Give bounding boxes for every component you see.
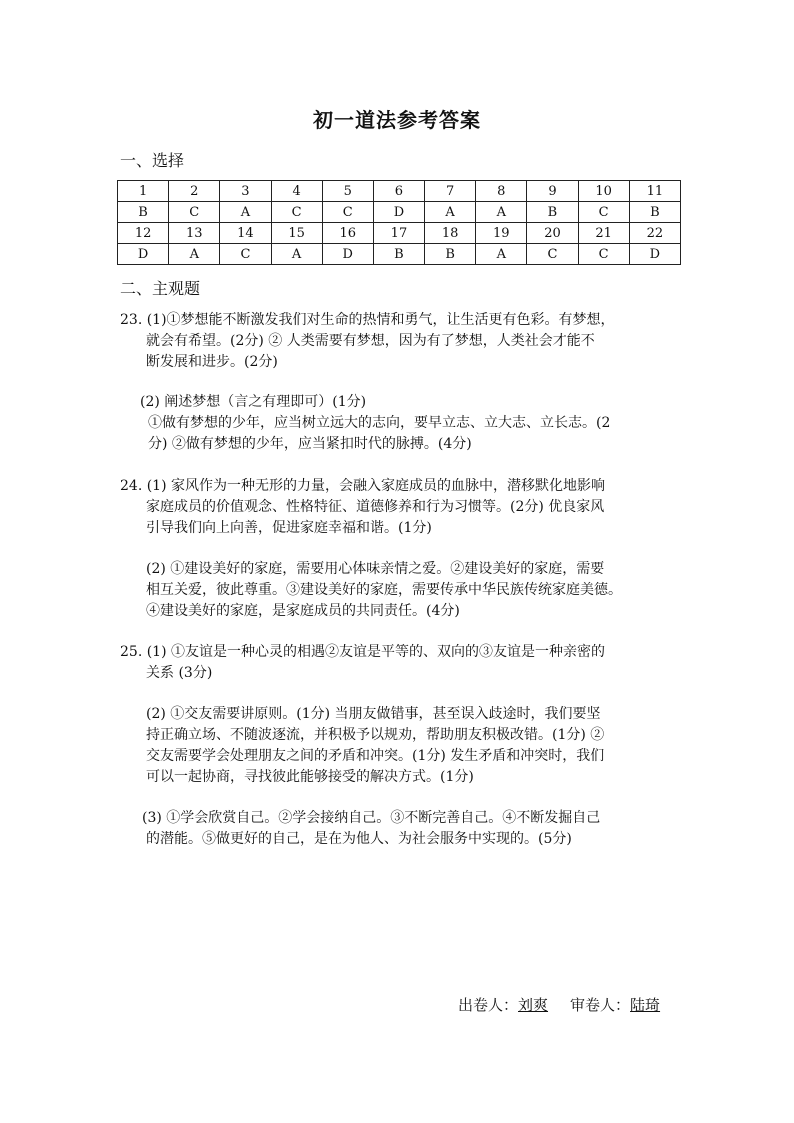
- question-number-cell: 7: [425, 181, 476, 202]
- answer-cell: D: [373, 202, 424, 223]
- question-number-cell: 3: [220, 181, 271, 202]
- page-title: 初一道法参考答案: [313, 108, 481, 132]
- question-number-cell: 10: [578, 181, 629, 202]
- answer-cell: A: [476, 202, 527, 223]
- answer-cell: C: [578, 202, 629, 223]
- section-heading-subjective: 二、主观题: [120, 279, 201, 298]
- question-25-part3: [142, 808, 702, 850]
- answer-cell: D: [118, 244, 169, 265]
- q24-line: (2) ①建设美好的家庭，需要用心体味亲情之爱。②建设美好的家庭，需要: [146, 561, 605, 577]
- author-label: 出卷人：: [458, 996, 519, 1014]
- answer-cell: C: [271, 202, 322, 223]
- author-name: 刘爽: [518, 996, 549, 1014]
- q24-line: 相互关爱，彼此尊重。③建设美好的家庭，需要传承中华民族传统家庭美德。: [146, 582, 622, 598]
- answer-row: [118, 202, 681, 223]
- q25-line: 可以一起协商，寻找彼此能够接受的解决方式。(1分): [146, 769, 474, 785]
- question-23: [120, 310, 680, 373]
- answer-cell: A: [271, 244, 322, 265]
- question-number-cell: 5: [322, 181, 373, 202]
- question-number-cell: 15: [271, 223, 322, 244]
- question-number-cell: 4: [271, 181, 322, 202]
- answer-cell: B: [373, 244, 424, 265]
- question-number-cell: 19: [476, 223, 527, 244]
- question-number-cell: 13: [169, 223, 220, 244]
- answer-cell: A: [476, 244, 527, 265]
- question-number-cell: 16: [322, 223, 373, 244]
- q25-line: 25. (1) ①友谊是一种心灵的相遇②友谊是平等的、双向的③友谊是一种亲密的: [120, 644, 605, 660]
- question-25: [120, 642, 680, 684]
- answer-cell: C: [220, 244, 271, 265]
- answer-cell: C: [527, 244, 578, 265]
- reviewer-label: 审卷人：: [570, 996, 631, 1014]
- question-number-cell: 11: [629, 181, 680, 202]
- question-number-cell: 14: [220, 223, 271, 244]
- answer-cell: C: [322, 202, 373, 223]
- q25-line: 的潜能。⑤做更好的自己，是在为他人、为社会服务中实现的。(5分): [146, 831, 572, 847]
- section-heading-choice: 一、选择: [120, 151, 185, 170]
- question-24: [120, 476, 680, 539]
- question-24-part2: [146, 559, 706, 622]
- question-number-cell: 1: [118, 181, 169, 202]
- q23-line: 断发展和进步。(2分): [146, 354, 278, 370]
- q23-line: (2) 阐述梦想（言之有理即可）(1分): [140, 394, 367, 410]
- q23-line: ①做有梦想的少年，应当树立远大的志向，要早立志、立大志、立长志。(2: [148, 415, 611, 431]
- question-number-row: [118, 181, 681, 202]
- q24-line: 家庭成员的价值观念、性格特征、道德修养和行为习惯等。(2分) 优良家风: [146, 499, 605, 515]
- question-23-part2: [140, 392, 700, 455]
- q24-line: 24. (1) 家风作为一种无形的力量，会融入家庭成员的血脉中，潜移默化地影响: [120, 478, 605, 494]
- q23-line: 分) ②做有梦想的少年，应当紧扣时代的脉搏。(4分): [148, 436, 472, 452]
- answer-cell: A: [425, 202, 476, 223]
- question-number-cell: 17: [373, 223, 424, 244]
- answer-cell: B: [118, 202, 169, 223]
- q24-line: ④建设美好的家庭，是家庭成员的共同责任。(4分): [146, 603, 460, 619]
- answer-cell: B: [425, 244, 476, 265]
- footer-signatures: [458, 994, 660, 1015]
- q25-line: 关系 (3分): [146, 665, 213, 681]
- answer-cell: C: [578, 244, 629, 265]
- answer-cell: D: [629, 244, 680, 265]
- question-number-cell: 20: [527, 223, 578, 244]
- reviewer-name: 陆琦: [630, 996, 661, 1014]
- question-number-cell: 12: [118, 223, 169, 244]
- q24-line: 引导我们向上向善，促进家庭幸福和谐。(1分): [146, 520, 432, 536]
- question-number-cell: 2: [169, 181, 220, 202]
- question-number-row: [118, 223, 681, 244]
- question-number-cell: 18: [425, 223, 476, 244]
- answer-cell: A: [169, 244, 220, 265]
- question-number-cell: 8: [476, 181, 527, 202]
- answer-cell: A: [220, 202, 271, 223]
- q25-line: 持正确立场、不随波逐流，并积极予以规劝，帮助朋友积极改错。(1分) ②: [146, 727, 605, 743]
- q25-line: (2) ①交友需要讲原则。(1分) 当朋友做错事，甚至误入歧途时，我们要坚: [146, 706, 601, 722]
- question-number-cell: 22: [629, 223, 680, 244]
- answer-table: [117, 180, 681, 265]
- answer-cell: B: [527, 202, 578, 223]
- answer-row: [118, 244, 681, 265]
- q23-line: 就会有希望。(2分) ② 人类需要有梦想，因为有了梦想，人类社会才能不: [146, 333, 595, 349]
- q25-line: 交友需要学会处理朋友之间的矛盾和冲突。(1分) 发生矛盾和冲突时，我们: [146, 748, 605, 764]
- question-number-cell: 9: [527, 181, 578, 202]
- answer-cell: C: [169, 202, 220, 223]
- answer-cell: D: [322, 244, 373, 265]
- question-number-cell: 6: [373, 181, 424, 202]
- question-25-part2: [146, 704, 706, 788]
- question-number-cell: 21: [578, 223, 629, 244]
- answer-cell: B: [629, 202, 680, 223]
- q23-line: 23. (1)①梦想能不断激发我们对生命的热情和勇气，让生活更有色彩。有梦想，: [120, 312, 615, 328]
- q25-line: (3) ①学会欣赏自己。②学会接纳自己。③不断完善自己。④不断发掘自己: [142, 810, 601, 826]
